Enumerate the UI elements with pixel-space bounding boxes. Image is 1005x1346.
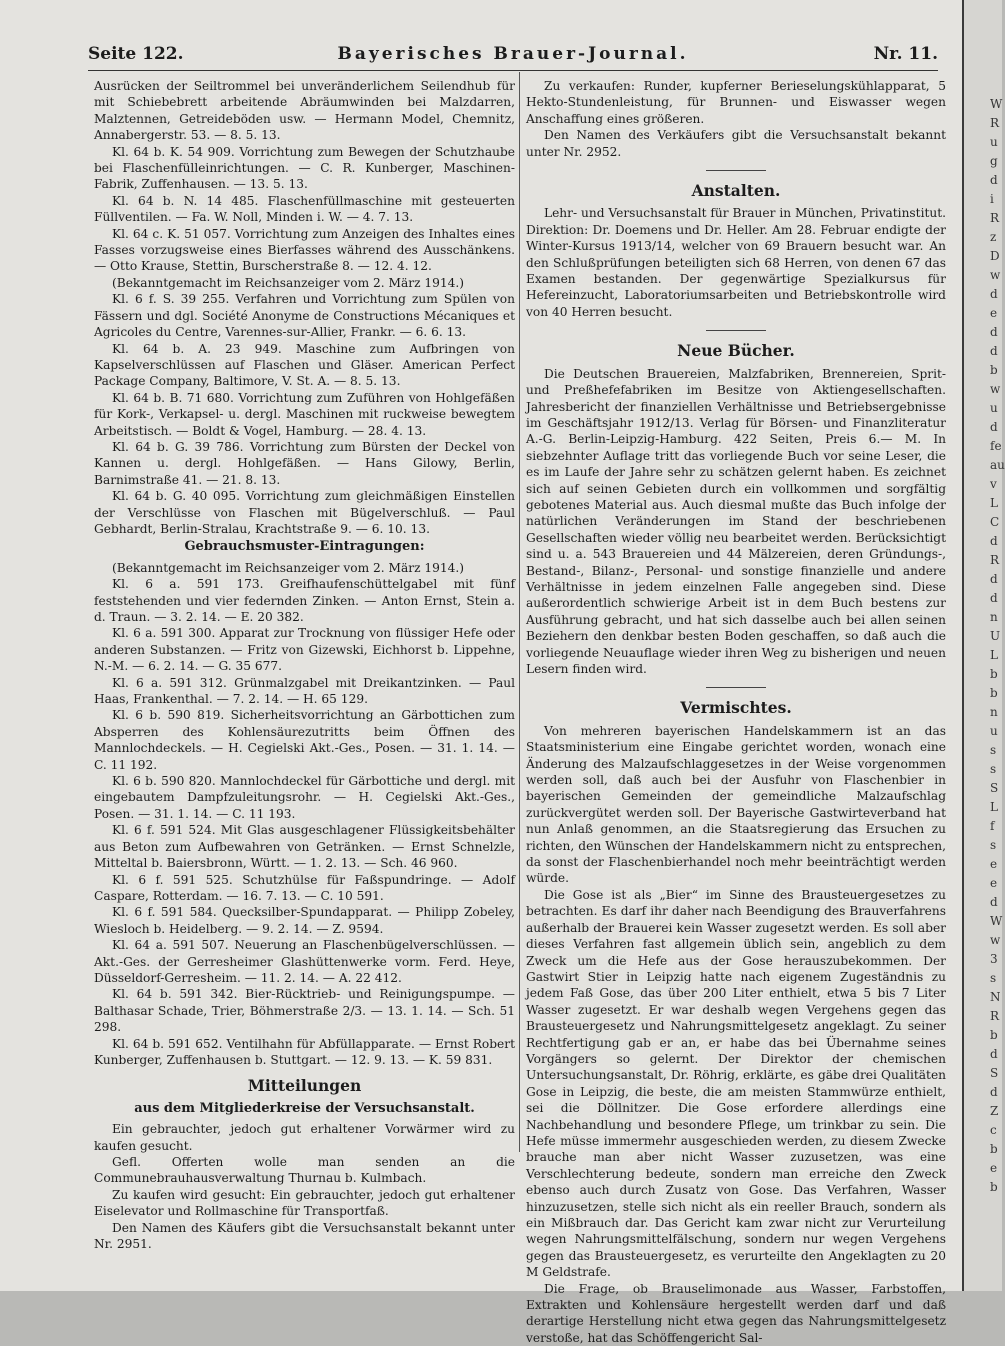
- separator-rule: [706, 330, 766, 331]
- section-subheading-mitteilungen: aus dem Mitgliederkreise der Versuchsanstalt.: [134, 1100, 475, 1116]
- issue-number: Nr. 11.: [873, 44, 938, 64]
- patent-entry: Ausrücken der Seiltrommel bei unveränderlichem Seilendhub für mit Schiebebrett arbeitende Abräumwinden bei Malzdarren, Malztennen, Getreideböden usw. — Hermann Model, Chemnitz, Annabergerstr. 53. — 8. 5. 13.: [94, 79, 515, 143]
- institute-report: Lehr- und Versuchsanstalt für Brauer in München, Privatinstitut. Direktion: Dr. Doemens und Dr. Heller. Am 28. Februar endigte der Winter-Kursus 1913/14, welcher von 69 Brauern besucht war. An den Schlußprüfungen beteiligten sich 68 Herren, von denen 67 das Examen bestanden. Der gegenwärtige Spezialkursus für Hefereinzucht, Laboratoriumsarbeiten und Betriebskontrolle wird von 40 Herren besucht.: [526, 206, 946, 319]
- news-paragraph: Von mehreren bayerischen Handelskammern ist an das Staatsministerium eine Eingabe gerichtet worden, wonach eine Änderung des Malzaufschlaggesetzes in der Weise vorgenommen werden soll, daß auch bei der Ausfuhr von Flaschenbier in bayerischen Gemeinden der gemeindliche Malzaufschlag zurückvergütet werden soll. Der Bayerische Gastwirteverband hat nun Anlaß genommen, an die Staatsregierung das Ersuchen zu richten, den Wünschen der Handelskammern nicht zu entsprechen, da sonst der Flaschenbierhandel noch mehr beeinträchtigt werden würde.: [526, 723, 946, 886]
- patent-entry: Kl. 64 b. G. 40 095. Vorrichtung zum gleichmäßigen Einstellen der Verschlüsse von Flaschen mit Bügelverschluß. — Paul Gebhardt, Berlin-Stralau, Krachtstraße 9. — 6. 10. 13.: [94, 489, 515, 536]
- utility-model-entry: Kl. 64 a. 591 507. Neuerung an Flaschenbügelverschlüssen. — Akt.-Ges. der Gerresheimer Glashüttenwerke vorm. Ferd. Heye, Düsseldorf-Gerresheim. — 11. 2. 14. — A. 22 412.: [94, 938, 515, 985]
- news-paragraph: Die Frage, ob Brauselimonade aus Wasser, Farbstoffen, Extrakten und Kohlensäure hergestellt werden darf und daß derartige Herstellung nicht etwa gegen das Nahrungsmittelgesetz verstoße, hat das Schöffengericht Sal-: [526, 1281, 946, 1345]
- patent-entry: Kl. 64 b. B. 71 680. Vorrichtung zum Zuführen von Hohlgefäßen für Kork-, Verkapsel- u. dergl. Maschinen mit ruckweise bewegtem Arbeitstisch. — Boldt & Vogel, Hamburg. — 28. 4. 13.: [94, 390, 515, 438]
- classified-ad: Zu kaufen wird gesucht: Ein gebrauchter, jedoch gut erhaltener Eiselevator und Rollmaschine für Transportfaß.: [94, 1187, 515, 1219]
- classified-ad: Ein gebrauchter, jedoch gut erhaltener Vorwärmer wird zu kaufen gesucht.: [94, 1122, 515, 1153]
- classified-ad: Zu verkaufen: Runder, kupferner Berieselungskühlapparat, 5 Hekto-Stundenleistung, für Brunnen- und Eiswasser wegen Anschaffung eines größeren.: [526, 79, 946, 126]
- utility-model-entry: Kl. 6 a. 591 312. Grünmalzgabel mit Dreikantzinken. — Paul Haas, Frankenthal. — 7. 2. 14. — H. 65 129.: [94, 675, 515, 707]
- announcement-note: (Bekanntgemacht im Reichsanzeiger vom 2. März 1914.): [112, 560, 465, 575]
- column-divider: [519, 72, 520, 1152]
- utility-model-entry: Kl. 6 b. 590 820. Mannlochdeckel für Gärbottiche und dergl. mit eingebautem Dampfzuleitungsrohr. — H. Cegielski Akt.-Ges., Posen. — 31. 1. 14. — C. 11 193.: [94, 774, 515, 821]
- adjacent-page-edge: [962, 0, 1005, 1291]
- announcement-note: (Bekanntgemacht im Reichsanzeiger vom 2. März 1914.): [112, 275, 465, 290]
- utility-model-entry: Kl. 6 f. 591 584. Quecksilber-Spundapparat. — Philipp Zobeley, Wiesloch b. Heidelberg. — 9. 2. 14. — Z. 9594.: [94, 905, 515, 936]
- right-column: [526, 78, 946, 1346]
- separator-rule: [706, 687, 766, 688]
- utility-model-entry: Kl. 6 a. 591 173. Greifhaufenschüttelgabel mit fünf feststehenden und vier federnden Zinken. — Anton Ernst, Stein a. d. Traun. — 3. 2. 14. — E. 20 382.: [94, 577, 515, 624]
- patent-entry: Kl. 64 c. K. 51 057. Vorrichtung zum Anzeigen des Inhaltes eines Fasses vorzugsweise eines Bierfasses während des Ausschänkens. — Otto Krause, Stettin, Burscherstraße 8. — 12. 4. 12.: [94, 226, 515, 274]
- patent-entry: Kl. 64 b. K. 54 909. Vorrichtung zum Bewegen der Schutzhaube bei Flaschenfülleinrichtungen. — C. R. Kunberger, Maschinen-Fabrik, Zuffenhausen. — 13. 5. 13.: [94, 144, 515, 192]
- section-heading-anstalten: Anstalten.: [691, 181, 781, 201]
- journal-title: Bayerisches Brauer-Journal.: [337, 44, 689, 64]
- section-heading-gebrauchsmuster: Gebrauchsmuster-Eintragungen:: [184, 539, 425, 555]
- utility-model-entry: Kl. 64 b. 591 652. Ventilhahn für Abfüllapparate. — Ernst Robert Kunberger, Zuffenhausen b. Stuttgart. — 12. 9. 13. — K. 59 831.: [94, 1036, 515, 1067]
- patent-entry: Kl. 64 b. A. 23 949. Maschine zum Aufbringen von Kapselverschlüssen auf Flaschen und Gläser. American Perfect Package Company, Baltimore, V. St. A. — 8. 5. 13.: [94, 341, 515, 389]
- page-header: [88, 44, 938, 71]
- classified-ad: Den Namen des Verkäufers gibt die Versuchsanstalt bekannt unter Nr. 2952.: [526, 128, 946, 159]
- utility-model-entry: Kl. 6 b. 590 819. Sicherheitsvorrichtung an Gärbottichen zum Absperren des Kohlensäurezutritts beim Öffnen des Mannlochdeckels. — H. Cegielski Akt.-Ges., Posen. — 31. 1. 14. — C. 11 192.: [94, 708, 515, 772]
- classified-ad: Gefl. Offerten wolle man senden an die Communebrauhausverwaltung Thurnau b. Kulmbach.: [94, 1155, 515, 1186]
- section-heading-neue-buecher: Neue Bücher.: [677, 341, 795, 361]
- left-column: [94, 78, 515, 1252]
- separator-rule: [706, 170, 766, 171]
- book-review: Die Deutschen Brauereien, Malzfabriken, Brennereien, Sprit- und Preßhefefabriken im Besitze von Aktiengesellschaften. Jahresbericht der finanziellen Verhältnisse und Betriebsergebnisse im Geschäftsjahr 1912/13. Verlag für Börsen- und Finanzliteratur A.-G. Berlin-Leipzig-Hamburg. 422 Seiten, Preis 6.— M. In siebzehnter Auflage tritt das vorliegende Buch vor seine Leser, die es im Laufe der Jahre sehr zu schätzen gelernt haben. Es zeichnet sich auf seinen Gebieten durch ein vollkommen und sorgfältig gebotenes Material aus. Auch diesmal mußte das Buch infolge der natürlichen Veränderungen im Stand der beschriebenen Gesellschaften wieder völlig neu bearbeitet werden. Berücksichtigt sind u. a. 543 Brauereien und 44 Mälzereien, deren Gründungs-, Bestand-, Bilanz-, Personal- und sonstige finanzielle und andere Verhältnisse in jedem einzelnen Falle angegeben sind. Diese außerordentlich schwierige Arbeit ist in dem Buch bestens zur Ausführung gebracht, und hat sich dasselbe auch bei allen seinen Beziehern den denkbar besten Boden geschaffen, so daß auch die vorliegende Neuauflage wieder ihren Weg zu bisherigen und neuen Lesern finden wird.: [526, 366, 946, 676]
- adjacent-page-fragment: W R u g d i R z D w d e d d b w u d fe au v L C d R d d n U L b b n u s s S L f s e e d W w 3 s N R b d S d Z c b e b: [990, 97, 1005, 1194]
- section-heading-mitteilungen: Mitteilungen: [247, 1076, 362, 1096]
- page-number: Seite 122.: [88, 44, 184, 64]
- utility-model-entry: Kl. 6 f. 591 525. Schutzhülse für Faßspundringe. — Adolf Caspare, Rotterdam. — 16. 7. 13. — C. 10 591.: [94, 872, 515, 903]
- section-heading-vermischtes: Vermischtes.: [680, 698, 792, 718]
- patent-entry: Kl. 6 f. S. 39 255. Verfahren und Vorrichtung zum Spülen von Fässern und dgl. Société Anonyme de Constructions Mécaniques et Agricoles du Centre, Varennes-sur-Allier, Frankr. — 6. 6. 13.: [94, 292, 515, 340]
- news-paragraph: Die Gose ist als „Bier“ im Sinne des Brausteuergesetzes zu betrachten. Es darf ihr daher nach Beendigung des Brauverfahrens außerhalb der Brauerei kein Wasser zugesetzt werden. Es soll aber dieses Verfahren fast allgemein üblich sein, angeblich zu dem Zweck um die Hefe aus der Gose herauszubekommen. Der Gastwirt Stier in Leipzig hatte nach eigenem Zugeständnis zu jedem Faß Gose, das über 200 Liter enthielt, etwa 5 bis 7 Liter Wasser zugesetzt. Er war deshalb wegen Vergehens gegen das Brausteuergesetz und Nahrungsmittelgesetz angeklagt. Zu seiner Rechtfertigung gab er an, er habe das bei Übernahme seines Vorgängers so gelernt. Der Direktor der chemischen Untersuchungsanstalt, Dr. Röhrig, erklärte, es gäbe drei Qualitäten Gose in Leipzig, die beste, die am meisten Stammwürze enthielt, sei die Döllnitzer. Die Gose erfordere allerdings eine Nachbehandlung und besondere Pflege, um trinkbar zu sein. Die Hefe müsse immermehr ausgeschieden werden, zu diesem Zwecke brauche man aber nicht Wasser zuzusetzen, was eine Verschlechterung bedeute, sondern man erreiche den Zweck ebenso auch durch Zusatz von Gose. Das Verfahren, Wasser hinzuzusetzen, stelle sich nicht als ein reeller Brauch, sondern als ein Mißbrauch dar. Das Gericht kam zwar nicht zur Verurteilung wegen Nahrungsmittelfälschung, sondern nur wegen Vergehens gegen das Brausteuergesetz, es verurteilte den Angeklagten zu 20 M Geldstrafe.: [526, 887, 946, 1280]
- utility-model-entry: Kl. 64 b. 591 342. Bier-Rücktrieb- und Reinigungspumpe. — Balthasar Schade, Trier, Böhmerstraße 2/3. — 13. 1. 14. — Sch. 51 298.: [94, 987, 515, 1035]
- classified-ad: Den Namen des Käufers gibt die Versuchsanstalt bekannt unter Nr. 2951.: [94, 1220, 515, 1252]
- patent-entry: Kl. 64 b. G. 39 786. Vorrichtung zum Bürsten der Deckel von Kannen u. dergl. Hohlgefäßen. — Hans Gilowy, Berlin, Barnimstraße 41. — 21. 8. 13.: [94, 439, 515, 487]
- utility-model-entry: Kl. 6 a. 591 300. Apparat zur Trocknung von flüssiger Hefe oder anderen Substanzen. — Fritz von Gizewski, Eichhorst b. Lippehne, N.-M. — 6. 2. 14. — G. 35 677.: [94, 626, 515, 674]
- utility-model-entry: Kl. 6 f. 591 524. Mit Glas ausgeschlagener Flüssigkeitsbehälter aus Beton zum Aufbewahren von Getränken. — Ernst Schnelzle, Mitteltal b. Baiersbronn, Württ. — 1. 2. 13. — Sch. 46 960.: [94, 823, 515, 871]
- patent-entry: Kl. 64 b. N. 14 485. Flaschenfüllmaschine mit gesteuerten Füllventilen. — Fa. W. Noll, Minden i. W. — 4. 7. 13.: [94, 193, 515, 225]
